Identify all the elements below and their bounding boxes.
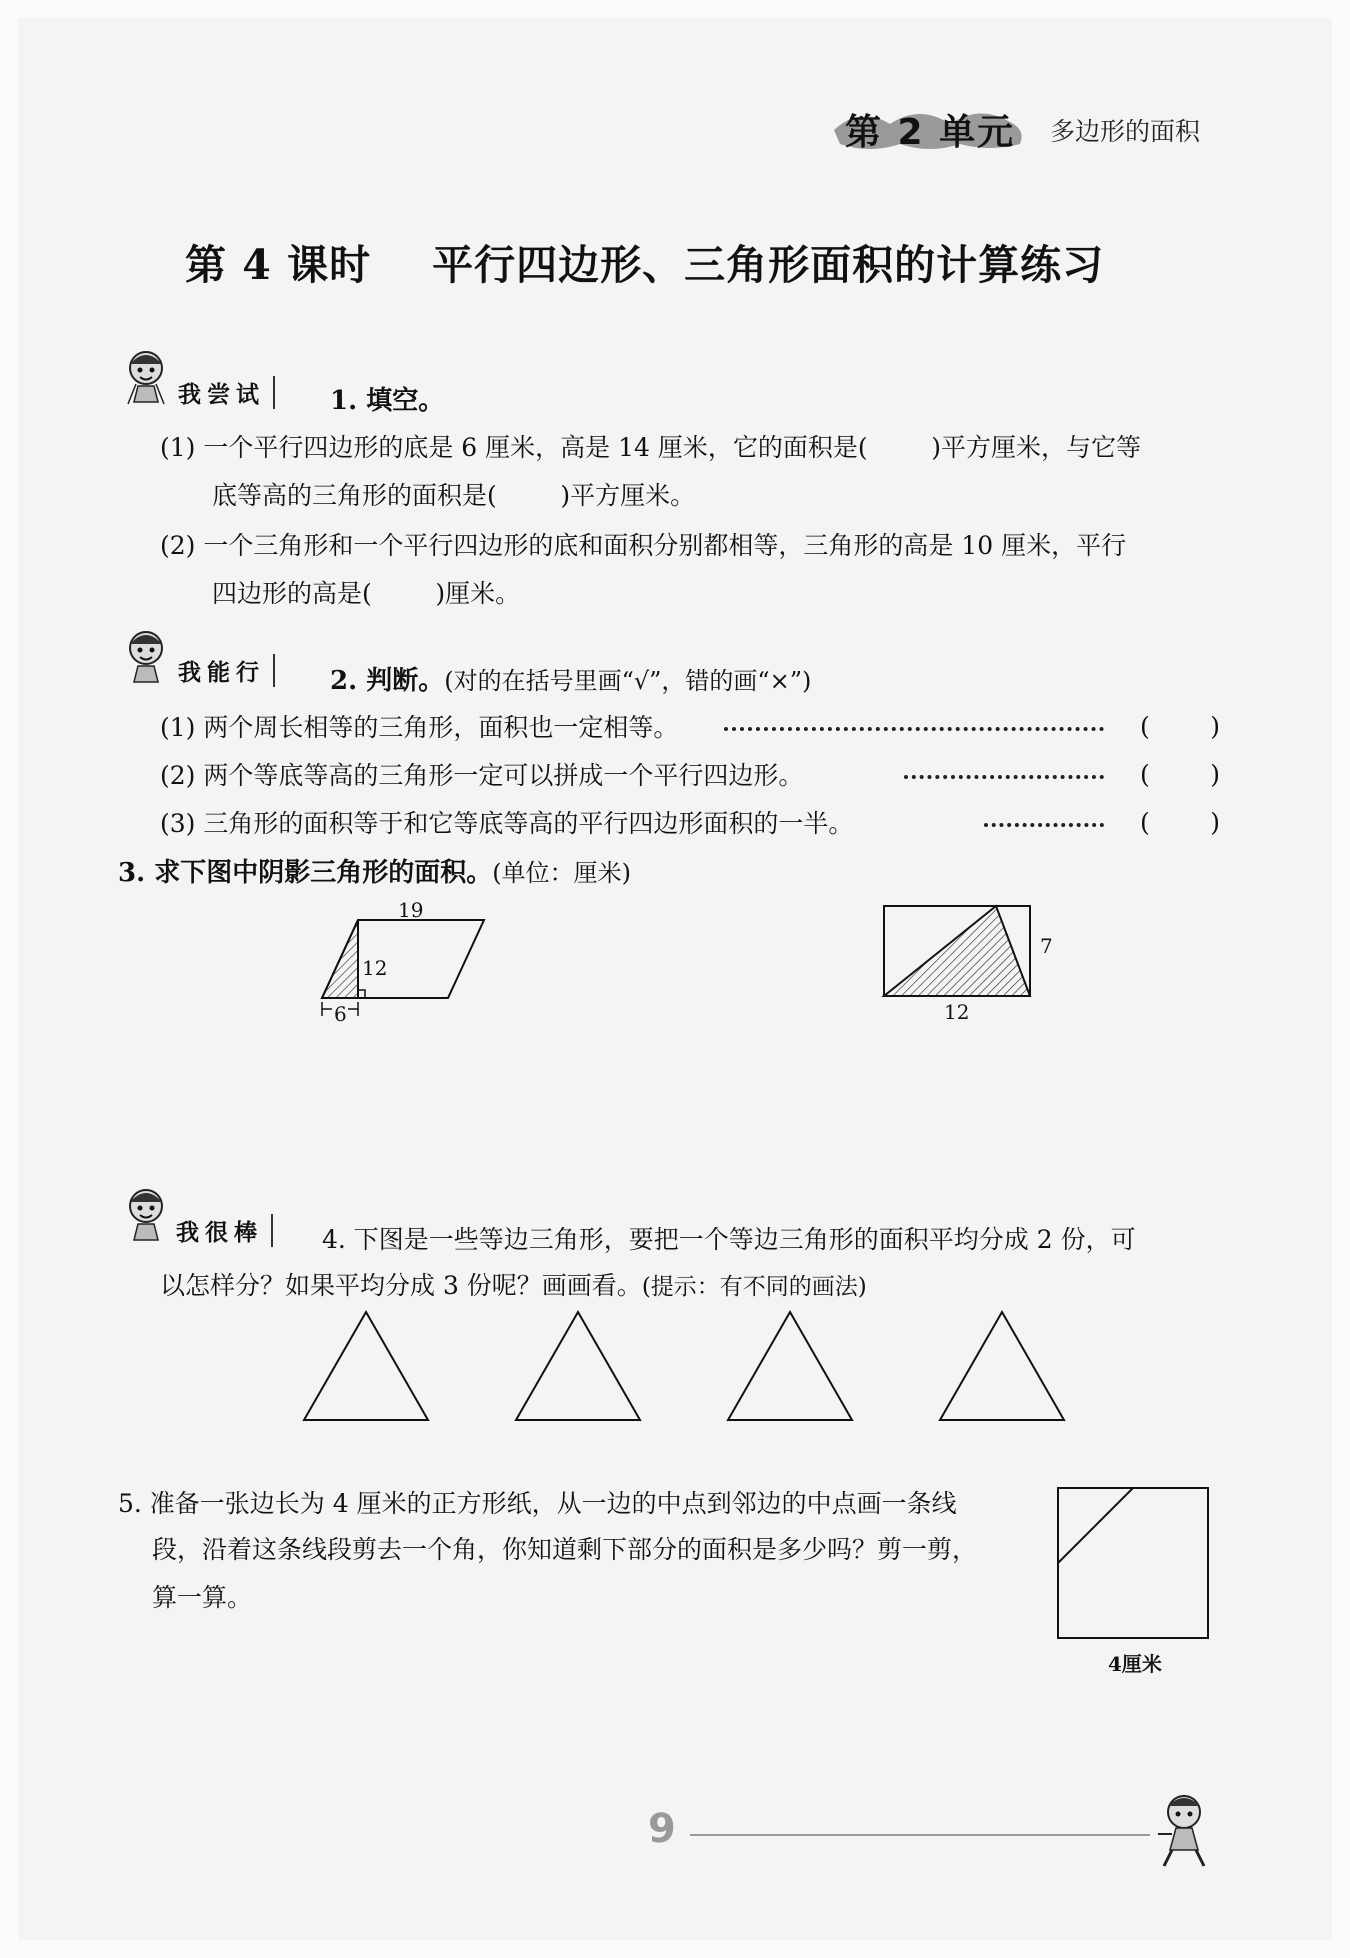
unit-subtitle: 多边形的面积 bbox=[1050, 117, 1201, 146]
fig1-top-label: 19 bbox=[398, 898, 424, 922]
section5-line1: 5. 准备一张边长为 4 厘米的正方形纸，从一边的中点到邻边的中点画一条线 bbox=[118, 1489, 957, 1518]
q1-1-line2: 底等高的三角形的面积是( )平方厘米。 bbox=[212, 481, 696, 510]
section2-heading-row bbox=[330, 660, 811, 697]
lesson-title: 第 4 课时 平行四边形、三角形面积的计算练习 bbox=[185, 241, 1105, 289]
section1-tag: 我尝试 bbox=[178, 376, 275, 409]
judge-item-2 bbox=[160, 756, 1220, 792]
section4-line1: 4. 下图是一些等边三角形，要把一个等边三角形的面积平均分成 2 份，可 bbox=[322, 1225, 1136, 1254]
triangle-2 bbox=[516, 1312, 640, 1420]
section2-tag: 我能行 bbox=[178, 654, 275, 687]
triangle-1 bbox=[304, 1312, 428, 1420]
fig2-right-label: 7 bbox=[1040, 934, 1053, 958]
q1-1-line1: (1) 一个平行四边形的底是 6 厘米，高是 14 厘米，它的面积是( )平方厘米，与它等 bbox=[160, 433, 1141, 462]
leader-dots bbox=[984, 813, 1104, 827]
fig2-bottom-label: 12 bbox=[944, 1000, 970, 1024]
judge-item-3-text: (3) 三角形的面积等于和它等底等高的平行四边形面积的一半。 bbox=[160, 809, 854, 838]
unit-title: 第 2 单元 bbox=[845, 112, 1016, 153]
section4-tag: 我很棒 bbox=[176, 1214, 273, 1247]
section3-hint: (单位：厘米) bbox=[492, 859, 631, 887]
judge-item-1 bbox=[160, 708, 1220, 744]
section5-line2: 段，沿着这条线段剪去一个角，你知道剩下部分的面积是多少吗？剪一剪， bbox=[152, 1535, 978, 1564]
equilateral-triangles bbox=[300, 1306, 1080, 1426]
judge-item-3 bbox=[160, 804, 1220, 840]
judge-item-2-text: (2) 两个等底等高的三角形一定可以拼成一个平行四边形。 bbox=[160, 761, 804, 790]
leader-dots bbox=[904, 765, 1104, 779]
footer-rule bbox=[690, 1834, 1150, 1836]
judge-item-1-text: (1) 两个周长相等的三角形，面积也一定相等。 bbox=[160, 713, 679, 742]
page-number: 9 bbox=[648, 1806, 676, 1852]
triangle-4 bbox=[940, 1312, 1064, 1420]
fig1-height-label: 12 bbox=[362, 956, 388, 980]
q1-2-line2: 四边形的高是( )厘米。 bbox=[212, 579, 521, 608]
figure-square bbox=[1054, 1484, 1214, 1640]
section5-line3: 算一算。 bbox=[152, 1583, 253, 1612]
section4-line2: 以怎样分？如果平均分成 3 份呢？画画看。 bbox=[160, 1271, 642, 1300]
section2-hint: (对的在括号里画“√”，错的画“×”) bbox=[444, 667, 812, 695]
triangle-3 bbox=[728, 1312, 852, 1420]
section1-heading: 1. 填空。 bbox=[330, 386, 445, 416]
mascot-icon bbox=[118, 346, 176, 408]
mascot-footer-icon bbox=[1150, 1790, 1220, 1870]
section3-heading-row bbox=[118, 852, 631, 889]
section2-heading: 2. 判断。 bbox=[330, 666, 445, 696]
answer-paren-2[interactable]: ( ) bbox=[1140, 759, 1220, 789]
leader-dots bbox=[724, 717, 1104, 731]
mascot-icon bbox=[118, 1184, 176, 1246]
answer-paren-3[interactable]: ( ) bbox=[1140, 807, 1220, 837]
fig1-base-label: 6 bbox=[334, 1002, 347, 1026]
section4-line2-row bbox=[160, 1266, 867, 1302]
mascot-icon bbox=[118, 626, 176, 688]
answer-paren-1[interactable]: ( ) bbox=[1140, 711, 1220, 741]
section3-heading: 3. 求下图中阴影三角形的面积。 bbox=[118, 858, 493, 888]
q1-2-line1: (2) 一个三角形和一个平行四边形的底和面积分别都相等，三角形的高是 10 厘米，平行 bbox=[160, 531, 1127, 560]
fig-square-label: 4厘米 bbox=[1108, 1652, 1162, 1676]
figure-rectangle bbox=[878, 900, 1038, 1002]
section4-hint: (提示：有不同的画法) bbox=[641, 1274, 867, 1300]
